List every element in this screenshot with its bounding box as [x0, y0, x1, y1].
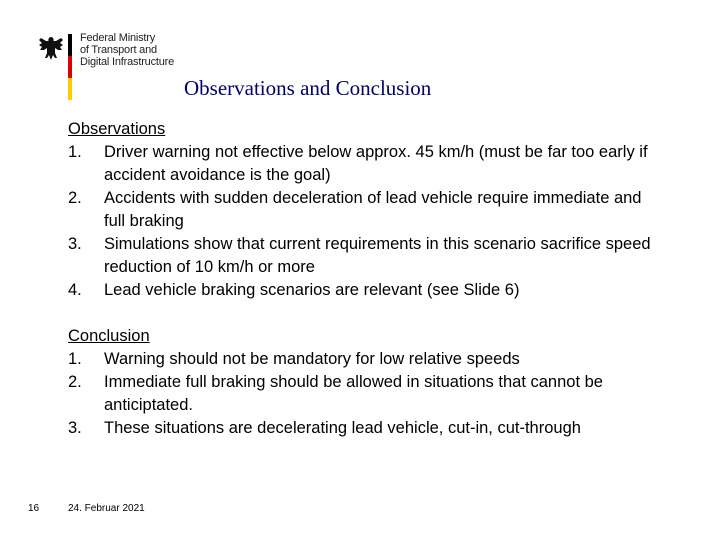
- item-text: Accidents with sudden deceleration of lead vehicle require immediate and full braking: [104, 189, 642, 230]
- list-item: [68, 279, 658, 302]
- item-number: 1.: [68, 350, 82, 368]
- item-text: Lead vehicle braking scenarios are relevant (see Slide 6): [104, 281, 520, 299]
- item-text: These situations are decelerating lead vehicle, cut-in, cut-through: [104, 419, 581, 437]
- item-text: Warning should not be mandatory for low relative speeds: [104, 350, 520, 368]
- conclusion-heading: Conclusion: [68, 327, 150, 345]
- observations-heading: Observations: [68, 120, 166, 138]
- flag-red: [68, 56, 72, 78]
- list-item: [68, 233, 658, 279]
- conclusion-list: [68, 348, 658, 440]
- federal-eagle-icon: [38, 34, 64, 64]
- item-number: 3.: [68, 419, 82, 437]
- flag-black: [68, 34, 72, 56]
- item-number: 3.: [68, 235, 82, 253]
- ministry-line-2: of Transport and: [80, 44, 157, 56]
- section-gap: [68, 302, 658, 325]
- slide-body: [68, 118, 658, 440]
- item-number: 1.: [68, 143, 82, 161]
- item-number: 2.: [68, 373, 82, 391]
- list-item: [68, 371, 658, 417]
- list-item: [68, 187, 658, 233]
- item-number: 4.: [68, 281, 82, 299]
- observations-list: [68, 141, 658, 302]
- item-text: Immediate full braking should be allowed in situations that cannot be anticiptated.: [104, 373, 603, 414]
- list-item: [68, 141, 658, 187]
- ministry-logo: [38, 32, 198, 102]
- item-text: Simulations show that current requirements in this scenario sacrifice speed reduction of 10 km/h or more: [104, 235, 651, 276]
- slide-title: Observations and Conclusion: [184, 76, 432, 100]
- german-flag-stripe: [68, 34, 72, 100]
- item-text: Driver warning not effective below approx. 45 km/h (must be far too early if accident avoidance is the goal): [104, 143, 648, 184]
- list-item: [68, 417, 658, 440]
- flag-gold: [68, 78, 72, 100]
- ministry-name: [80, 32, 174, 68]
- ministry-line-3: Digital Infrastructure: [80, 56, 175, 68]
- item-number: 2.: [68, 189, 82, 207]
- page-number: 16: [28, 503, 40, 514]
- list-item: [68, 348, 658, 371]
- ministry-line-1: Federal Ministry: [80, 32, 156, 44]
- footer-date: 24. Februar 2021: [68, 503, 145, 514]
